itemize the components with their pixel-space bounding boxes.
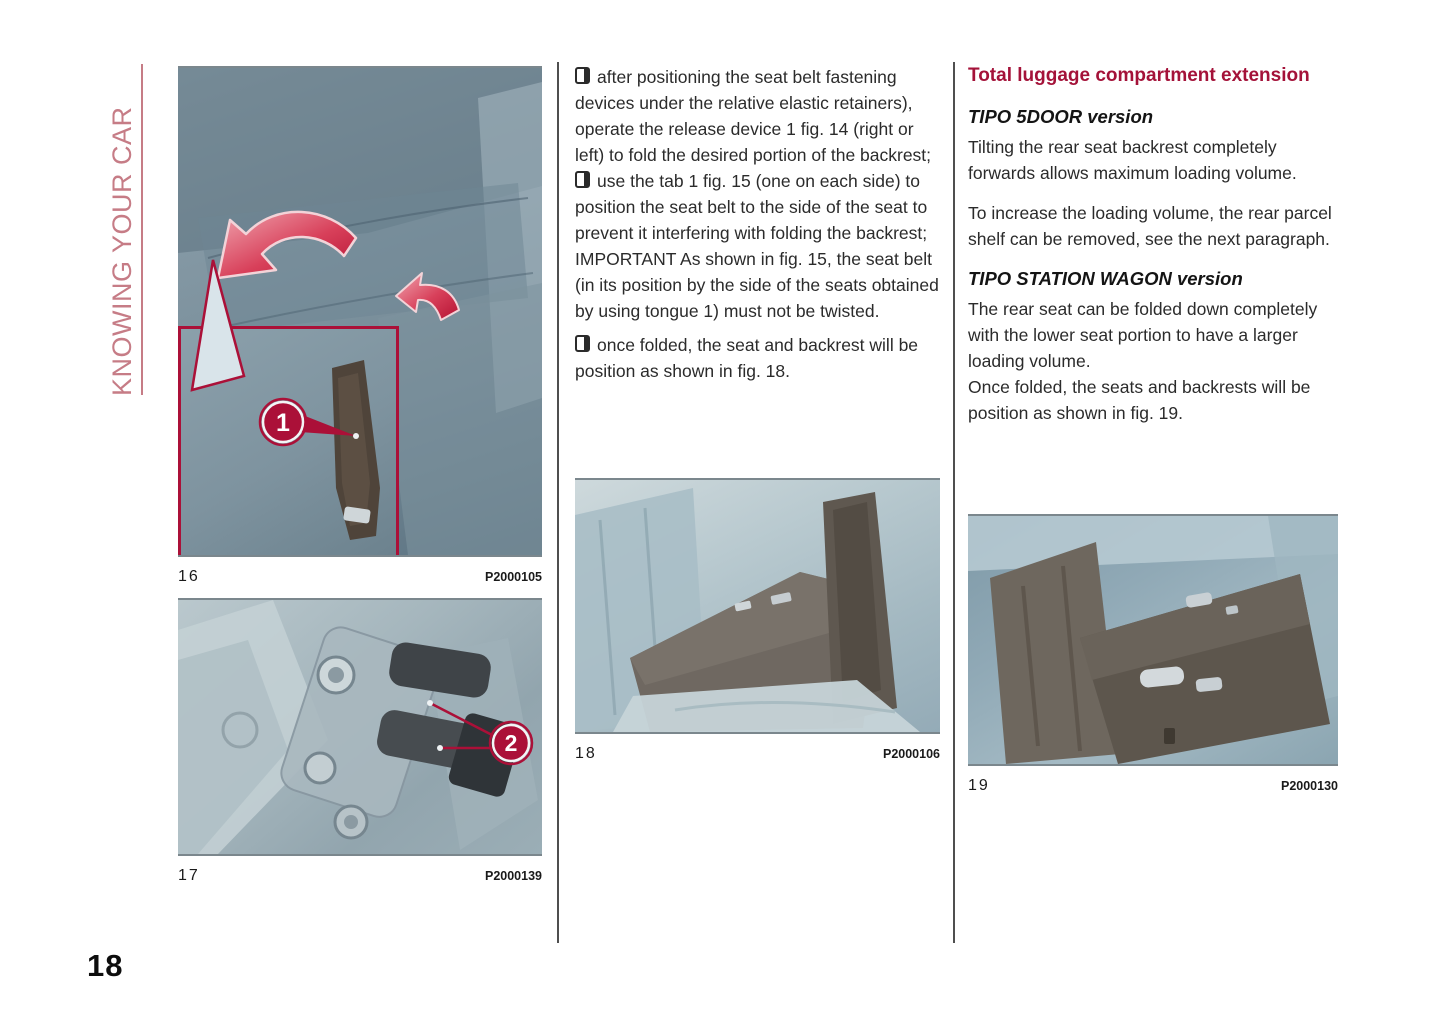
figure-19 <box>968 514 1338 795</box>
figure-18-photo <box>575 478 940 734</box>
sidebar-rule <box>141 64 143 395</box>
figure-17-caption <box>178 867 542 885</box>
column-divider <box>557 62 559 943</box>
figure-number: 19 <box>968 777 990 794</box>
right-text-column <box>968 64 1341 426</box>
chapter-sidebar-label: KNOWING YOUR CAR <box>107 106 137 396</box>
figure-16 <box>178 66 542 586</box>
figure-photo-code: P2000106 <box>882 747 940 761</box>
body-paragraph: The rear seat can be folded down completely with the lower seat portion to have a larger loading volume. <box>968 299 1318 371</box>
middle-text-column <box>575 64 942 384</box>
bullet-text: once folded, the seat and backrest will be position as shown in fig. 18. <box>575 335 919 381</box>
square-bullet-icon <box>575 335 590 352</box>
square-bullet-icon <box>575 67 590 84</box>
subheading-5door: TIPO 5DOOR version <box>968 106 1154 127</box>
figure-17 <box>178 598 542 885</box>
figure-number: 16 <box>178 568 200 585</box>
bullet-paragraph <box>575 332 942 384</box>
figure-16-callout-layer <box>178 68 542 555</box>
figure-number: 17 <box>178 867 200 884</box>
figure-19-photo <box>968 514 1338 766</box>
figure-18 <box>575 478 940 763</box>
figure-18-illustration <box>575 480 940 732</box>
subheading-station-wagon: TIPO STATION WAGON version <box>968 268 1243 289</box>
figure-17-illustration <box>178 600 542 854</box>
body-paragraph: To increase the loading volume, the rear parcel shelf can be removed, see the next paragraph. <box>968 203 1332 249</box>
section-heading: Total luggage compartment extension <box>968 65 1310 86</box>
figure-photo-code: P2000130 <box>1280 779 1338 793</box>
bullet-text: after positioning the seat belt fastening devices under the relative elastic retainers), operate the release device 1 fig. 14 (right or left) to fold the desired portion of the backrest; <box>575 67 932 165</box>
figure-19-illustration <box>968 516 1338 764</box>
figure-16-caption <box>178 568 542 586</box>
callout-2-number: 2 <box>504 730 518 756</box>
bullet-paragraph <box>575 168 942 246</box>
page-number: 18 <box>87 948 124 983</box>
figure-16-photo <box>178 66 542 557</box>
bullet-paragraph <box>575 64 942 168</box>
figure-number: 18 <box>575 745 597 762</box>
figure-18-caption <box>575 745 940 763</box>
figure-photo-code: P2000139 <box>484 869 542 883</box>
body-paragraph: Once folded, the seats and backrests will be position as shown in fig. 19. <box>968 377 1311 423</box>
callout-1-number: 1 <box>276 409 290 437</box>
figure-19-caption <box>968 777 1338 795</box>
body-paragraph: Tilting the rear seat backrest completely forwards allows maximum loading volume. <box>968 137 1297 183</box>
figure-17-photo <box>178 598 542 856</box>
figure-photo-code: P2000105 <box>484 570 542 584</box>
bullet-text: use the tab 1 fig. 15 (one on each side) to position the seat belt to the side of the seat to prevent it interfering with folding the backrest; <box>575 171 928 243</box>
square-bullet-icon <box>575 171 590 188</box>
inset-zoom-wedge <box>192 260 244 390</box>
column-divider <box>953 62 955 943</box>
important-paragraph: IMPORTANT As shown in fig. 15, the seat belt (in its position by the side of the seats obtained by using tongue 1) must not be twisted. <box>575 249 939 321</box>
